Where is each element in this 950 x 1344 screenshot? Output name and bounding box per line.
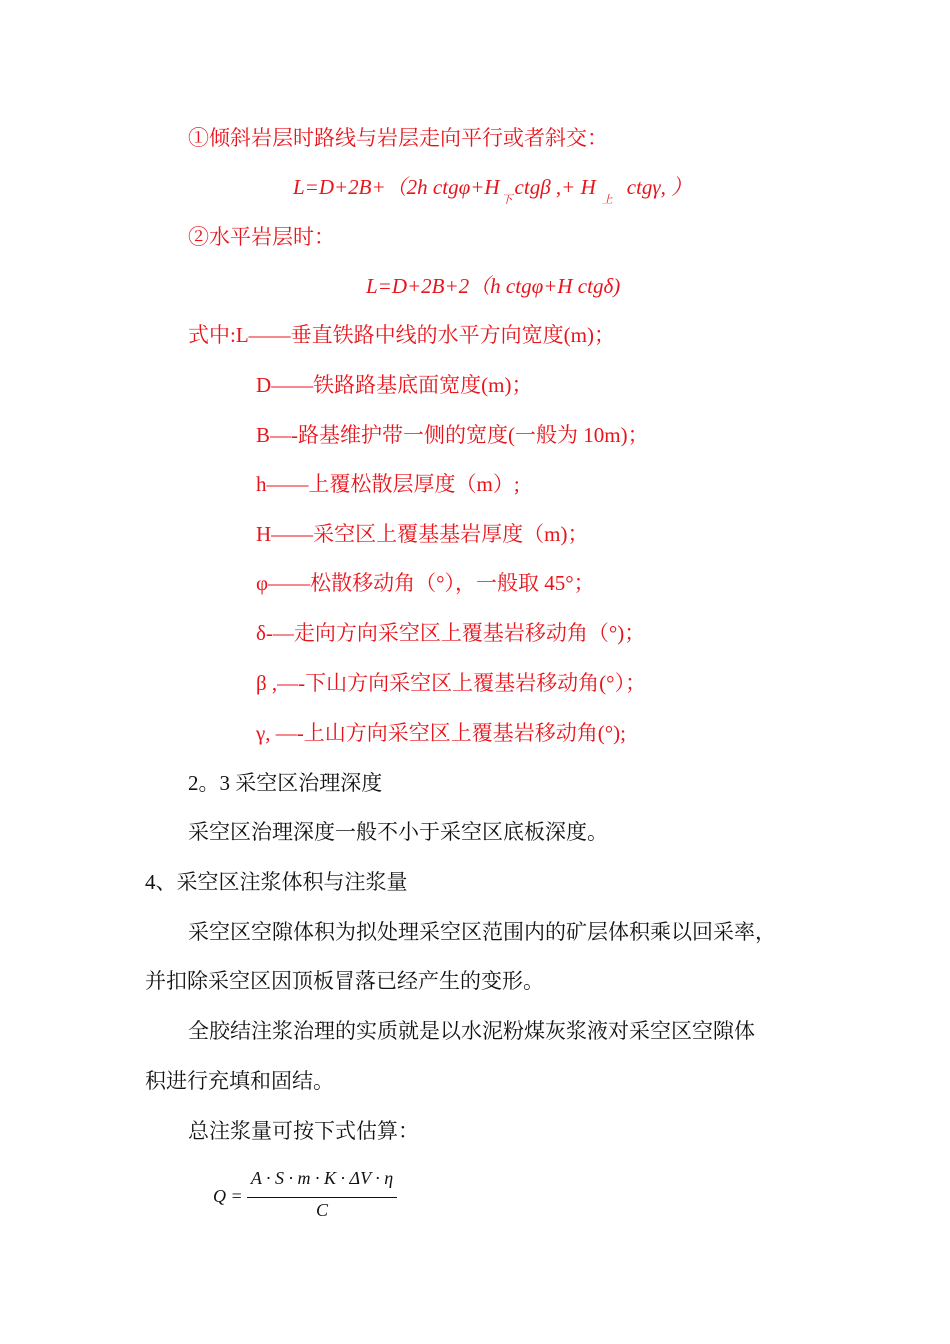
paragraph-void-volume-line1: 采空区空隙体积为拟处理采空区范围内的矿层体积乘以回采率， [188,920,776,944]
formula-inclined-part-a: L=D+2B+（2h ctgφ+H [293,175,500,199]
definition-gamma: γ, —-上山方向采空区上覆基岩移动角(°); [256,721,626,745]
paragraph-grouting-line2: 积进行充填和固结。 [145,1069,334,1093]
definition-delta: δ-—走向方向采空区上覆基岩移动角（°)； [256,621,646,645]
paragraph-void-volume-line2: 并扣除采空区因顶板冒落已经产生的变形。 [145,969,544,993]
paragraph-grouting-line1: 全胶结注浆治理的实质就是以水泥粉煤灰浆液对采空区空隙体 [188,1019,755,1043]
formula-horizontal: L=D+2B+2（h ctgφ+H ctgδ) [366,274,621,298]
definition-H: H——采空区上覆基基岩厚度（m)； [256,522,589,546]
fraction-bar [247,1197,397,1198]
definition-phi: φ——松散移动角（°），一般取 45°； [256,571,595,595]
definition-D: D——铁路路基底面宽度(m)； [256,373,533,397]
condition-inclined-strata: ①倾斜岩层时路线与岩层走向平行或者斜交： [188,126,608,150]
formula-total-grout-numerator: A · S · m · K · ΔV · η [250,1168,394,1188]
formula-total-grout-lhs: Q = [213,1186,243,1206]
section-heading-2-3: 2。3 采空区治理深度 [188,771,383,795]
paragraph-total-grout-intro: 总注浆量可按下式估算： [188,1119,419,1143]
subscript-down: 下 [501,194,513,206]
formula-total-grout-denominator: C [315,1200,328,1220]
definition-h: h——上覆松散层厚度（m）; [256,472,520,496]
condition-horizontal-strata: ②水平岩层时： [188,225,335,249]
section-heading-4: 4、采空区注浆体积与注浆量 [145,870,408,894]
definition-L: 式中:L——垂直铁路中线的水平方向宽度(m)； [188,323,615,347]
definition-beta: β ,—-下山方向采空区上覆基岩移动角(°）； [256,671,647,695]
formula-inclined-part-b: ctgβ ,+ H [514,175,596,199]
paragraph-treatment-depth: 采空区治理深度一般不小于采空区底板深度。 [188,820,608,844]
formula-inclined-part-c: ctgγ, ） [626,175,693,199]
formula-inclined [293,173,692,205]
subscript-up: 上 [601,194,613,206]
definition-B: B—-路基维护带一侧的宽度(一般为 10m)； [256,423,649,447]
